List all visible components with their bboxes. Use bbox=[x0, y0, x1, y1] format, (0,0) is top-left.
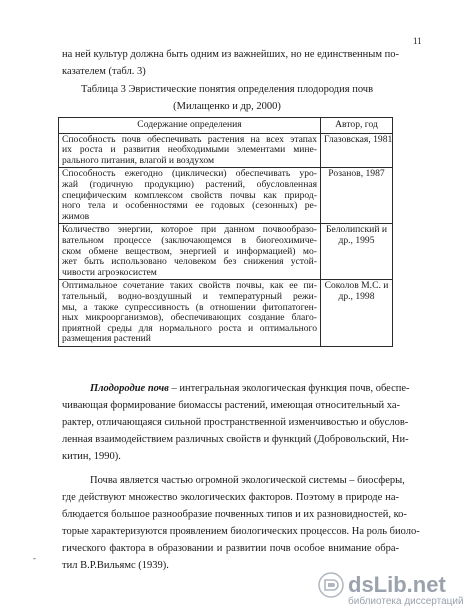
table-caption: Таблица 3 Эвристические понятия определения плодородия почв bbox=[80, 84, 374, 95]
watermark-title: dsLib.net bbox=[348, 572, 446, 597]
fertility-definitions-table bbox=[58, 117, 393, 347]
author-cell bbox=[321, 224, 393, 280]
author-line: Белолипский и bbox=[325, 224, 387, 236]
definition-line: Способность ежегодно (циклически) обеспечивать уро- bbox=[62, 168, 317, 180]
para1-line-4: ленная взаимодействием различных свойств и функций (Добровольский, Ни- bbox=[62, 434, 409, 445]
definition-line: ного тела и особенностями ее годовых (сезонных) ре- bbox=[62, 200, 317, 212]
definition-line: размещения растений bbox=[62, 333, 151, 345]
watermark-subtitle: библиотека диссертаций bbox=[348, 596, 464, 607]
definition-line: жимов bbox=[62, 210, 90, 222]
author-cell bbox=[321, 133, 393, 168]
para2-line-2: где действуют множество экологических факторов. Поэтому в природе на- bbox=[62, 492, 399, 503]
author-line: Розанов, 1987 bbox=[328, 168, 385, 180]
header-definition: Содержание определения bbox=[59, 118, 321, 134]
para1-term: Плодородие почв bbox=[90, 383, 169, 394]
dslib-watermark bbox=[318, 572, 464, 608]
definition-line: ском обмене веществом, энергией и информацией) мо- bbox=[62, 245, 317, 257]
para2-line-1: Почва является частью огромной экологической системы – биосферы, bbox=[90, 475, 405, 486]
para2-line-6: тил В.Р.Вильямс (1939). bbox=[62, 560, 169, 571]
para2-line-3: блюдается большое разнообразие почвенных типов и их разновидностей, ко- bbox=[62, 509, 407, 520]
definition-line: мы, а также супрессивность (в отношении фитопатоген- bbox=[62, 301, 317, 313]
definition-line: жет быть использовано человеком без снижения устой- bbox=[62, 256, 317, 268]
definition-line: вательном процессе (заключающемся в биогеохимиче- bbox=[62, 234, 317, 246]
table-row bbox=[59, 133, 393, 168]
definition-line: ных микроорганизмов), обеспечивающих создание благо- bbox=[62, 312, 317, 324]
definition-line: Оптимальное сочетание таких свойств почвы, как ее пи- bbox=[62, 280, 317, 292]
table-row bbox=[59, 280, 393, 347]
definition-line: Способность почв обеспечивать растения на всех этапах bbox=[62, 133, 317, 145]
definition-line: чивости агроэкосистем bbox=[62, 266, 157, 278]
intro-line-2: казателем (табл. 3) bbox=[62, 66, 146, 77]
para1-line-2: чивающая формирование биомассы растений, имеющая относительный ха- bbox=[62, 400, 401, 411]
definition-cell bbox=[59, 168, 321, 224]
intro-line-1: на ней культур должна быть одним из важнейших, но не единственным по- bbox=[62, 49, 399, 60]
definition-cell bbox=[59, 224, 321, 280]
definition-line: Количество энергии, которое при данном почвообразо- bbox=[62, 224, 317, 236]
table-header-row bbox=[59, 118, 393, 134]
author-cell bbox=[321, 280, 393, 347]
para2-line-5: гического фактора в образовании и развитии почв особое внимание обра- bbox=[62, 543, 399, 554]
margin-mark: - bbox=[33, 553, 36, 563]
author-line: Глазовская, 1981 bbox=[324, 133, 393, 145]
para1-line-1-rest: – интегральная экологическая функция почв, обеспе- bbox=[168, 383, 410, 394]
author-line: Соколов М.С. и bbox=[324, 280, 389, 292]
header-author: Автор, год bbox=[321, 118, 393, 134]
dslib-logo-icon bbox=[318, 572, 344, 598]
definition-cell bbox=[59, 133, 321, 168]
definition-line: рального питания, влагой и воздухом bbox=[62, 154, 215, 166]
author-line: др., 1998 bbox=[338, 290, 375, 302]
para1-line-5: китин, 1990). bbox=[62, 451, 121, 462]
table-row bbox=[59, 224, 393, 280]
definition-line: специфическим комплексом свойств почвы как природ- bbox=[62, 189, 317, 201]
author-line: др., 1995 bbox=[338, 234, 375, 246]
page-number: 11 bbox=[413, 36, 422, 46]
definition-line: приятной среды для нормального роста и оптимального bbox=[62, 322, 317, 334]
definition-line: их роста и развития необходимыми элементами мине- bbox=[62, 144, 317, 156]
definition-cell bbox=[59, 280, 321, 347]
definition-line: жай (годичную продукцию) растений, обусловленная bbox=[62, 178, 317, 190]
table-caption-source: (Милащенко и др, 2000) bbox=[173, 101, 281, 112]
para2-line-4: торые характеризуются проявлением биологических процессов. На роль биоло- bbox=[62, 526, 420, 537]
table-row bbox=[59, 168, 393, 224]
para1-line-1 bbox=[90, 383, 410, 395]
para1-line-3: рактер, отличающаяся сильной пространственной изменчивостью и обуслов- bbox=[62, 417, 409, 428]
author-cell bbox=[321, 168, 393, 224]
definition-line: тательный, водно-воздушный и температурный режи- bbox=[62, 290, 317, 302]
